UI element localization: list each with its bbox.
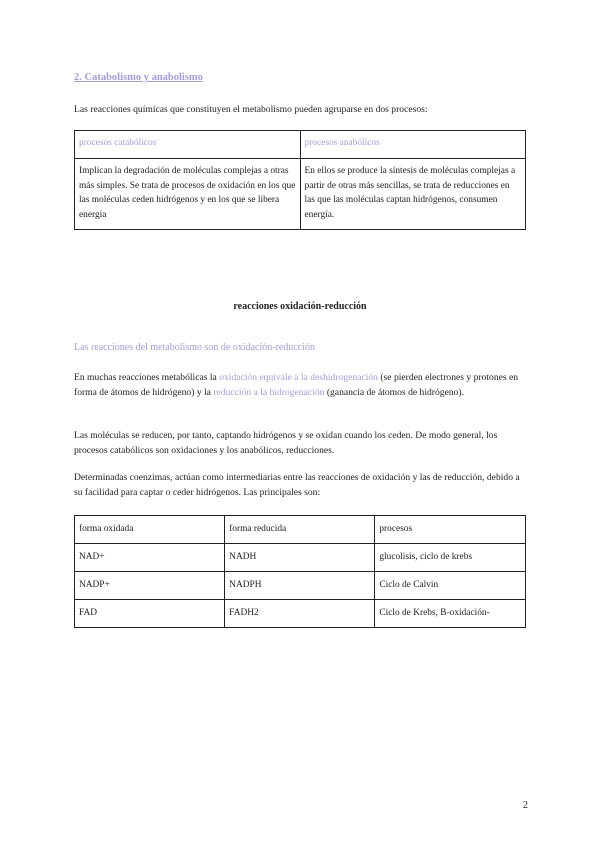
section-heading[interactable]: 2. Catabolismo y anabolismo — [74, 72, 203, 83]
table-cell: NADP+ — [75, 572, 225, 600]
header-processes: procesos — [375, 516, 526, 544]
table-header-row — [75, 516, 526, 544]
redox-paragraph-2: Las moléculas se reducen, por tanto, captando hidrógenos y se oxidan cuando los ceden. De modo general, los procesos catabólicos son oxidaciones y los anabólicos, reducciones. — [74, 430, 498, 456]
header-reduced: forma reducida — [225, 516, 375, 544]
intro-paragraph: Las reacciones químicas que constituyen el metabolismo pueden agruparse en dos procesos: — [74, 104, 428, 115]
table-row — [75, 544, 526, 572]
redox-paragraph-3: Determinadas coenzimas, actúan como intermediarias entre las reacciones de oxidación y las de reducción, debido a su facilidad para captar o ceder hidrógenos. Las principales son: — [74, 472, 520, 498]
reduction-link[interactable]: reducción a la hidrogenación — [213, 386, 325, 398]
redox-paragraph-1 — [74, 371, 526, 400]
table-header-row — [75, 131, 526, 159]
p1-text-c: (ganancia de átomos de hidrógeno). — [324, 386, 465, 398]
table-cell: NAD+ — [75, 544, 225, 572]
cell-catabolic: Implican la degradación de moléculas complejas a otras más simples. Se trata de procesos de oxidación en los que las moléculas ceden hidrógenos y en los que se libera energía — [75, 159, 301, 230]
redox-subtitle: Las reacciones del metabolismo son de oxidación-reducción — [74, 342, 316, 353]
header-oxidized: forma oxidada — [75, 516, 225, 544]
page-number: 2 — [523, 800, 528, 811]
redox-title: reacciones oxidación-reducción — [233, 301, 367, 312]
table-cell: Ciclo de Calvin — [375, 572, 526, 600]
table-cell: NADPH — [225, 572, 375, 600]
process-table — [74, 130, 526, 230]
table-cell: FAD — [75, 600, 225, 628]
header-catabolic: procesos catabólicos — [75, 131, 301, 159]
table-cell: glucolisis, ciclo de krebs — [375, 544, 526, 572]
p1-text-a: En muchas reacciones metabólicas la — [74, 372, 220, 383]
coenzyme-table — [74, 515, 526, 628]
header-anabolic: procesos anabólicos — [300, 131, 526, 159]
table-cell: Ciclo de Krebs, B-oxidación- — [375, 600, 526, 628]
table-cell: FADH2 — [225, 600, 375, 628]
table-row — [75, 600, 526, 628]
table-cell: NADH — [225, 544, 375, 572]
table-row — [75, 572, 526, 600]
cell-anabolic: En ellos se produce la síntesis de moléculas complejas a partir de otras más sencillas, se trata de reducciones en las que las moléculas captan hidrógenos, consumen energía. — [300, 159, 526, 230]
p1-text-b: (se pierden electrones y protones en forma de átomos de hidrógeno) y la — [74, 372, 519, 398]
oxidation-link[interactable]: oxidación equivale a la deshidrogenación — [219, 372, 378, 383]
table-row — [75, 159, 526, 230]
